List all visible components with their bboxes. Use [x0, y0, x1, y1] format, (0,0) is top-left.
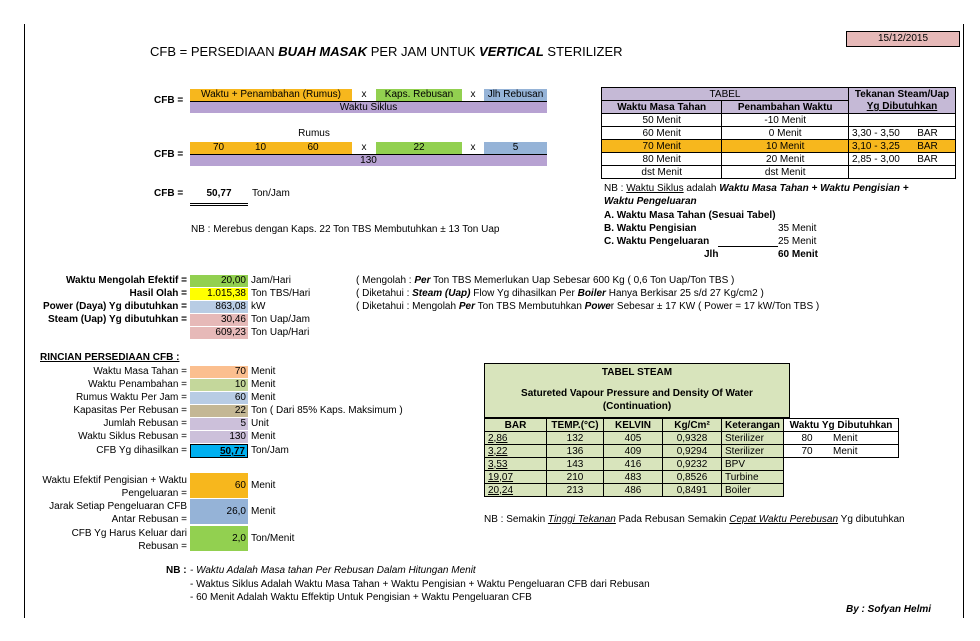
rincian-label-2: Rumus Waktu Per Jam = [75, 392, 187, 403]
steam-title-box [484, 363, 790, 418]
table-row: 20,24 213 486 0,8491 Boiler [485, 484, 899, 497]
mengolah-label-0: Waktu Mengolah Efektif = [65, 275, 187, 286]
formula-jlh-rebusan: Jlh Rebusan [484, 89, 547, 101]
rincian-value-6: 50,77 [190, 444, 248, 458]
efektif-value-2: 26,0 [190, 499, 248, 524]
rincian-value-3: 22 [190, 405, 248, 417]
nb-siklus-b: B. Waktu Pengisian [604, 223, 697, 234]
formula-waktu-penambahan: Waktu + Penambahan (Rumus) [190, 89, 352, 101]
formula-waktu-siklus: Waktu Siklus [190, 101, 547, 113]
page-title: CFB = PERSEDIAAN BUAH MASAK PER JAM UNTUK VERTICAL STERILIZER [150, 44, 623, 59]
mengolah-unit-2: kW [251, 301, 266, 312]
mengolah-note-2: ( Diketahui : Steam (Uap) Flow Yg dihasilkan Per Boiler Hanya Berkisar 25 s/d 27 Kg/cm2 ) [356, 288, 764, 299]
rincian-value-4: 5 [190, 418, 248, 430]
formula-kaps-rebusan: Kaps. Rebusan [376, 89, 462, 101]
formula-nb: NB : Merebus dengan Kaps. 22 Ton TBS Membutuhkan ± 13 Ton Uap [191, 224, 500, 235]
author: By : Sofyan Helmi [846, 604, 932, 615]
tabel-h3a: Tekanan Steam/Uap [849, 88, 956, 101]
rumus-v3: 60 [274, 142, 352, 154]
efektif-label-1: Waktu Efektif Pengisian + Waktu Pengeluaran = [42, 475, 187, 499]
rincian-label-4: Jumlah Rebusan = [103, 418, 187, 429]
mengolah-unit-3: Ton Uap/Jam [251, 314, 310, 325]
steam-sub1: Satureted Vapour Pressure and Density Of Water [521, 388, 753, 399]
rumus-label: Rumus [298, 128, 330, 139]
mengolah-value-4: 609,23 [190, 327, 248, 339]
nb-siklus-b-val: 35 Menit [778, 223, 817, 234]
nb-siklus-c-line [718, 246, 778, 247]
table-row: dst Menit dst Menit [602, 166, 956, 179]
steam-nb: NB : Semakin Tinggi Tekanan Pada Rebusan Semakin Cepat Waktu Perebusan Yg dibutuhkan [484, 514, 905, 525]
nb-siklus-line1: NB : Waktu Siklus adalah Waktu Masa Tahan + Waktu Pengisian + [604, 183, 909, 194]
rincian-label-3: Kapasitas Per Rebusan = [73, 405, 187, 416]
tabel-h1: Waktu Masa Tahan [602, 101, 722, 114]
cfb-label-1: CFB = [154, 95, 184, 106]
efektif-label-2: Jarak Setiap Pengeluaran CFB Antar Rebusan = [49, 501, 187, 525]
mengolah-label-1: Hasil Olah = [129, 288, 187, 299]
mengolah-unit-4: Ton Uap/Hari [251, 327, 310, 338]
cfb-label-2: CFB = [154, 149, 184, 160]
tabel-title: TABEL [602, 88, 849, 101]
rincian-unit-5: Menit [251, 431, 276, 442]
rincian-unit-0: Menit [251, 366, 276, 377]
nb-siklus-a: A. Waktu Masa Tahan (Sesuai Tabel) [604, 210, 776, 221]
rumus-x2: x [470, 142, 476, 153]
rincian-unit-1: Menit [251, 379, 276, 390]
footer-note-1: - Waktu Adalah Masa tahan Per Rebusan Dalam Hitungan Menit [190, 565, 476, 576]
nb-siklus-c: C. Waktu Pengeluaran [604, 236, 710, 247]
steam-title: TABEL STEAM [601, 367, 673, 378]
cfb-label-3: CFB = [154, 188, 184, 199]
rincian-value-5: 130 [190, 431, 248, 443]
mengolah-value-0: 20,00 [190, 275, 248, 287]
steam-sub2: (Continuation) [602, 401, 672, 412]
mengolah-label-3: Steam (Uap) Yg dibutuhkan = [48, 314, 187, 325]
cfb-result-unit: Ton/Jam [252, 188, 290, 199]
rincian-unit-4: Unit [251, 418, 269, 429]
steam-table: BAR TEMP.(°C) KELVIN Kg/Cm² Keterangan Waktu Yg Dibutuhkan 2,86 132 405 0,9328 Sterilizer 80 Menit 3,22 136 409 0,9294 Sterilizer 70 Menit 3,53 143 416 0,9232 BPV 19,07 210 483 0,8526 Turbine 20,24 213 486 0,8491 Boiler [484, 418, 899, 497]
rincian-label-0: Waktu Masa Tahan = [93, 366, 187, 377]
table-row: 2,86 132 405 0,9328 Sterilizer 80 Menit [485, 432, 899, 445]
date-cell: 15/12/2015 [846, 31, 960, 47]
table-row: 70 Menit 10 Menit 3,10 - 3,25 BAR [602, 140, 956, 153]
formula-x2: x [470, 89, 476, 100]
rincian-value-2: 60 [190, 392, 248, 404]
rumus-v2: 10 [247, 142, 274, 154]
rincian-unit-6: Ton/Jam [251, 445, 289, 456]
tabel-h2: Penambahan Waktu [722, 101, 849, 114]
efektif-value-1: 60 [190, 473, 248, 498]
footer-note-2: - Waktus Siklus Adalah Waktu Masa Tahan + Waktu Pengisian + Waktu Pengeluaran CFB dari Rebusan [190, 579, 650, 590]
table-row: 50 Menit -10 Menit [602, 114, 956, 127]
efektif-unit-2: Menit [251, 506, 276, 517]
footer-nb-label: NB : [166, 565, 187, 576]
efektif-unit-3: Ton/Menit [251, 533, 295, 544]
rincian-unit-2: Menit [251, 392, 276, 403]
efektif-label-3: CFB Yg Harus Keluar dari Rebusan = [71, 528, 187, 552]
footer-note-3: - 60 Menit Adalah Waktu Effektip Untuk Pengisian + Waktu Pengeluaran CFB [190, 592, 532, 603]
rumus-x1: x [361, 142, 367, 153]
mengolah-note-1: ( Mengolah : Per Ton TBS Memerlukan Uap Sebesar 600 Kg ( 0,6 Ton Uap/Ton TBS ) [356, 275, 735, 286]
table-row: 19,07 210 483 0,8526 Turbine [485, 471, 899, 484]
rincian-value-0: 70 [190, 366, 248, 378]
mengolah-label-2: Power (Daya) Yg dibutuhkan = [42, 301, 187, 312]
mengolah-unit-1: Ton TBS/Hari [251, 288, 311, 299]
rumus-denom: 130 [190, 154, 547, 166]
nb-siklus-jlh-val: 60 Menit [778, 249, 819, 260]
rincian-unit-3: Ton ( Dari 85% Kaps. Maksimum ) [251, 405, 403, 416]
tabel-masa-tahan [601, 87, 956, 179]
rincian-value-1: 10 [190, 379, 248, 391]
cfb-result-value: 50,77 [190, 188, 248, 206]
mengolah-value-3: 30,46 [190, 314, 248, 326]
efektif-value-3: 2,0 [190, 526, 248, 551]
mengolah-unit-0: Jam/Hari [251, 275, 292, 286]
table-row: 80 Menit 20 Menit 2,85 - 3,00 BAR [602, 153, 956, 166]
nb-siklus-jlh: Jlh [704, 249, 719, 260]
rincian-title: RINCIAN PERSEDIAAN CFB : [40, 352, 180, 363]
efektif-unit-1: Menit [251, 480, 276, 491]
mengolah-note-3: ( Diketahui : Mengolah Per Ton TBS Membutuhkan Power Sebesar ± 17 KW ( Power = 17 kW/Ton TBS ) [356, 301, 820, 312]
nb-siklus-line2: Waktu Pengeluaran [604, 196, 697, 207]
table-row: 3,53 143 416 0,9232 BPV [485, 458, 899, 471]
mengolah-value-2: 863,08 [190, 301, 248, 313]
tabel-h3b: Yg Dibutuhkan [849, 101, 956, 114]
rincian-label-5: Waktu Siklus Rebusan = [78, 431, 187, 442]
mengolah-value-1: 1.015,38 [190, 288, 248, 300]
formula-x1: x [361, 89, 367, 100]
rumus-v4: 22 [376, 142, 462, 154]
rincian-label-1: Waktu Penambahan = [88, 379, 187, 390]
rincian-label-6: CFB Yg dihasilkan = [96, 445, 187, 456]
table-row: 60 Menit 0 Menit 3,30 - 3,50 BAR [602, 127, 956, 140]
nb-siklus-c-val: 25 Menit [778, 236, 817, 247]
table-row: 3,22 136 409 0,9294 Sterilizer 70 Menit [485, 445, 899, 458]
rumus-v5: 5 [484, 142, 547, 154]
rumus-v1: 70 [190, 142, 247, 154]
